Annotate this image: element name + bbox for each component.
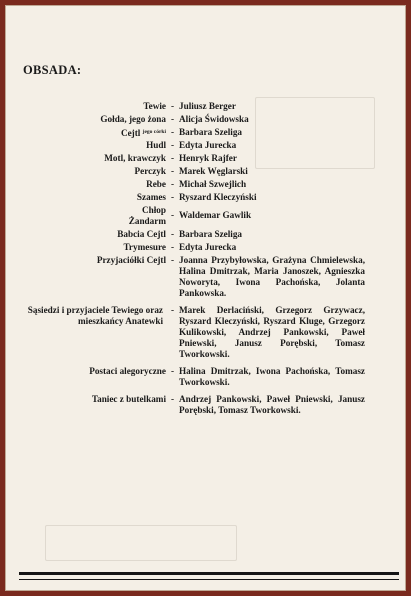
cast-role-name: Cejtl (120, 128, 141, 138)
cast-role: Perczyk (134, 166, 166, 176)
cast-role: Przyjaciółki Cejtl (96, 255, 166, 265)
cast-actor: Joanna Przybyłowska, Grażyna Chmielewska, Halina Dmitrzak, Maria Janoszek, Agnieszka Noworyta, Iwona Pachońska, Jolanta Pankowska. (179, 255, 365, 298)
cast-actor: Halina Dmitrzak, Iwona Pachońska, Tomasz Tworkowski. (179, 366, 365, 387)
separator-dash: - (171, 210, 175, 220)
separator-dash: - (171, 255, 175, 265)
cast-row (5, 255, 406, 299)
cast-row (5, 179, 406, 192)
separator-dash: - (171, 305, 175, 315)
show-through-box (45, 525, 237, 561)
cast-list (5, 101, 406, 416)
bottom-rule-thin (19, 579, 399, 580)
cast-actor: Marek Derlaciński, Grzegorz Grzywacz, Ryszard Kleczyński, Ryszard Kluge, Grzegorz Kulikowski, Andrzej Pankowski, Paweł Pniewski, Janusz Porębski, Tomasz Tworkowski. (179, 305, 365, 359)
separator-dash: - (171, 242, 175, 252)
cast-row (5, 229, 406, 242)
cast-role: Rebe (146, 179, 166, 189)
cast-role: Taniec z butelkami (91, 394, 166, 404)
cast-actor: Marek Węglarski (179, 166, 248, 176)
separator-dash: - (171, 394, 175, 404)
cast-role (142, 205, 166, 216)
cast-role-note: jego córki (142, 129, 166, 135)
cast-actor: Alicja Świdowska (179, 114, 249, 124)
cast-role-name: Chłop (141, 205, 166, 215)
cast-actor: Barbara Szeliga (179, 229, 243, 239)
cast-row (5, 127, 406, 140)
separator-dash: - (171, 192, 175, 202)
separator-dash: - (171, 366, 175, 376)
cast-row (5, 153, 406, 166)
cast-row (5, 166, 406, 179)
cast-row (5, 140, 406, 153)
bottom-rule-thick (19, 572, 399, 575)
cast-row (5, 394, 406, 416)
cast-row-shared (5, 205, 406, 229)
cast-row (5, 242, 406, 255)
cast-role-name: Żandarm (128, 216, 166, 226)
cast-role: Postaci alegoryczne (89, 366, 166, 376)
cast-row (5, 101, 406, 114)
cast-role: Trymesure (123, 242, 166, 252)
cast-actor: Michał Szwejlich (179, 179, 247, 189)
cast-actor: Waldemar Gawlik (179, 210, 252, 220)
separator-dash: - (171, 127, 175, 137)
cast-row (5, 366, 406, 388)
cast-row (5, 305, 406, 360)
separator-dash: - (171, 179, 175, 189)
cast-role: Szames (136, 192, 166, 202)
cast-actor: Juliusz Berger (179, 101, 236, 111)
cast-actor: Andrzej Pankowski, Paweł Pniewski, Janusz Porębski, Tomasz Tworkowski. (179, 394, 365, 415)
cast-actor: Edyta Jurecka (179, 140, 237, 150)
cast-role: Motl, krawczyk (104, 153, 166, 163)
cast-role (121, 127, 166, 139)
cast-role: Tewie (143, 101, 166, 111)
cast-role (129, 216, 166, 227)
page-title: OBSADA: (23, 63, 82, 77)
separator-dash: - (171, 166, 175, 176)
cast-role: Gołda, jego żona (100, 114, 166, 124)
separator-dash: - (171, 114, 175, 124)
separator-dash: - (171, 229, 175, 239)
cast-role: Babcia Cejtl (117, 229, 166, 239)
cast-role: Hudl (146, 140, 166, 150)
cast-row (5, 114, 406, 127)
separator-dash: - (171, 101, 175, 111)
document-page (5, 5, 406, 591)
cast-row (5, 192, 406, 205)
cast-actor: Edyta Jurecka (179, 242, 237, 252)
cast-actor: Barbara Szeliga (179, 127, 243, 137)
cast-role: Sąsiedzi i przyjaciele Tewiego oraz mieszkańcy Anatewki (27, 305, 163, 326)
cast-actor: Henryk Rajfer (179, 153, 237, 163)
separator-dash: - (171, 140, 175, 150)
cast-actor: Ryszard Kleczyński (179, 192, 257, 202)
separator-dash: - (171, 153, 175, 163)
